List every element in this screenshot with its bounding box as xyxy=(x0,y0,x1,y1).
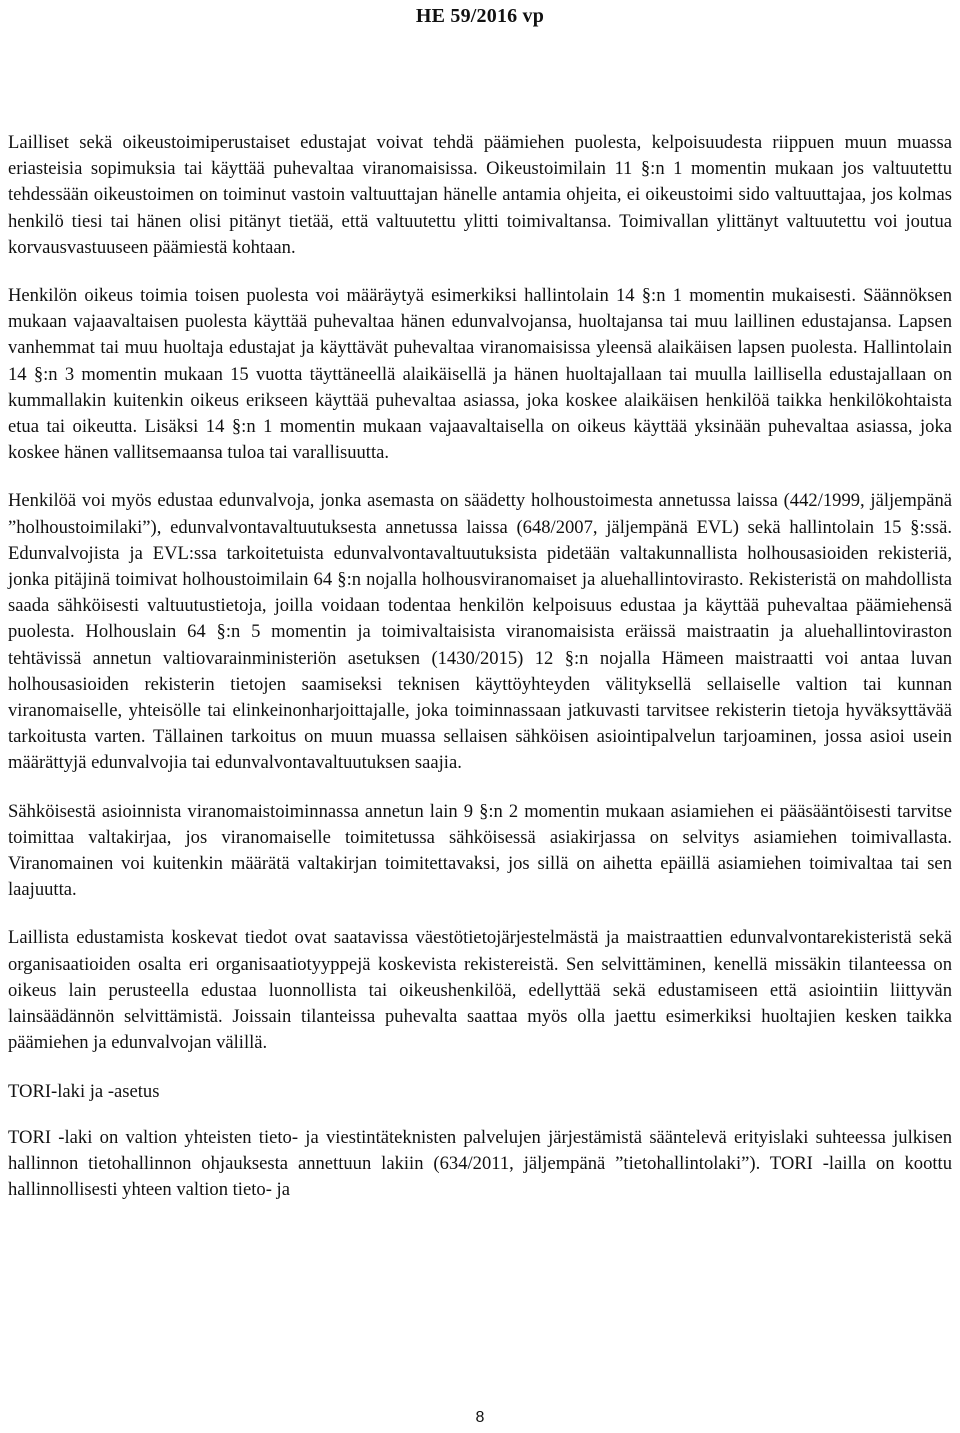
paragraph-administrative-procedure: Henkilön oikeus toimia toisen puolesta voi määräytyä esimerkiksi hallintolain 14 §:n 1 momentin mukaisesti. Säännöksen mukaan vajaavaltaisen puolesta käyttää puhevaltaa hänen edunvalvojansa, huoltajansa tai muu laillinen edustajansa. Lapsen vanhemmat tai muu huoltaja edustajat ja käyttävät puhevaltaa viranomaisissa yleensä alaikäisen lapsen puolesta. Hallintolain 14 §:n 3 momentin mukaan 15 vuotta täyttäneellä alaikäisellä ja hänen huoltajallaan tai muulla laillisella edustajallaan on kummallakin kuitenkin oikeus erikseen käyttää puhevaltaa asiassa, joka koskee alaikäisen henkilöä taikka henkilökohtaista etua tai oikeutta. Lisäksi 14 §:n 1 momentin mukaan vajaavaltaisella on oikeus käyttää yksinään puhevaltaa asiassa, joka koskee hänen vallitsemaansa tuloa tai varallisuutta. xyxy=(8,285,952,464)
document-body xyxy=(8,130,952,1225)
document-header xyxy=(0,0,960,30)
page-number: 8 xyxy=(475,1409,485,1426)
paragraph-guardianship-register: Henkilöä voi myös edustaa edunvalvoja, jonka asemasta on säädetty holhoustoimesta annetussa laissa (442/1999, jäljempänä ”holhoustoimilaki”), edunvalvontavaltuutuksesta annetussa laissa (648/2007, jäljempänä EVL) sekä hallintolain 15 §:ssä. Edunvalvojista ja EVL:ssa tarkoitetuista edunvalvontavaltuutuksista pidetään valtakunnallista holhousasioiden rekisteriä, jonka pitäjinä toimivat holhoustoimilain 64 §:n nojalla holhousviranomaiset ja aluehallintovirasto. Rekisteristä on mahdollista saada sähköisesti valtuutustietoja, joilla voidaan todentaa henkilön kelpoisuus edustaa ja käyttää puhevaltaa päämiehensä puolesta. Holhouslain 64 §:n 5 momentin ja toimivaltaisista viranomaisista eräissä maistraatin ja aluehallintoviraston tehtävissä annetun valtiovarainministeriön asetuksen (1430/2015) 12 §:n nojalla Hämeen maistraatti voi antaa luvan holhousasioiden rekisterin tietojen saamiseksi teknisen käyttöyhteyden välityksellä sellaiselle valtion tai kunnan viranomaiselle, yhteisölle tai elinkeinonharjoittajalle, joka toiminnassaan jatkuvasti tarvitsee rekisterin tietoja hyväksyttävää tarkoitusta varten. Tällainen tarkoitus on muun muassa sellaisen sähköisen asiointipalvelun tarjoaminen, jossa asioi usein määrättyjä edunvalvojia tai edunvalvontavaltuutuksen saajia. xyxy=(8,490,952,774)
document-title: HE 59/2016 vp xyxy=(415,5,545,27)
section-heading: TORI-laki ja -asetus xyxy=(8,1080,160,1102)
paragraph-legal-representatives: Lailliset sekä oikeustoimiperustaiset edustajat voivat tehdä päämiehen puolesta, kelpoisuudesta riippuen muun muassa eriasteisia sopimuksia tai käyttää puhevaltaa viranomaisissa. Oikeustoimilain 11 §:n 1 momentin mukaan jos valtuutettu tehdessään oikeustoimen on toiminut vastoin valtuuttajan hänelle antamia ohjeita, ei oikeustoimi sido valtuuttajaa, jos kolmas henkilö tiesi tai hänen olisi pitänyt tietää, että valtuutettu ylitti toimivaltansa. Toimivallan ylittänyt valtuutettu voi joutua korvausvastuuseen päämiestä kohtaan. xyxy=(8,132,952,258)
paragraph-electronic-services: Sähköisestä asioinnista viranomaistoiminnassa annetun lain 9 §:n 2 momentin mukaan asiamiehen ei pääsääntöisesti tarvitse toimittaa valtakirjaa, jos viranomaiselle toimitetussa sähköisessä asiakirjassa on selvitys asiamiehen toimivallasta. Viranomainen voi kuitenkin määrätä valtakirjan toimitettavaksi, jos sillä on aihetta epäillä asiamiehen toimivaltaa tai sen laajuutta. xyxy=(8,800,952,901)
paragraph-tori-law: TORI -laki on valtion yhteisten tieto- ja viestintäteknisten palvelujen järjestämistä sääntelevä erityislaki suhteessa julkisen hallinnon tietohallinnon ohjauksesta annettuun lakiin (634/2011, jäljempänä ”tietohallintolaki”). TORI -lailla on koottu hallinnollisesti yhteen valtion tieto- ja xyxy=(8,1126,952,1201)
paragraph-representation-data: Laillista edustamista koskevat tiedot ovat saatavissa väestötietojärjestelmästä ja maistraattien edunvalvontarekisteristä sekä organisaatioiden osalta eri organisaatiotyyppejä koskevista rekistereistä. Sen selvittäminen, kenellä missäkin tilanteessa on oikeus lain perusteella edustaa luonnollista tai oikeushenkilöä, edellyttää sekä edustamiseen että asiointiin liittyvän lainsäädännön selvittämistä. Joissain tilanteissa puhevalta saattaa myös olla jaettu esimerkiksi huoltajien kesken taikka päämiehen ja edunvalvojan välillä. xyxy=(8,927,952,1054)
